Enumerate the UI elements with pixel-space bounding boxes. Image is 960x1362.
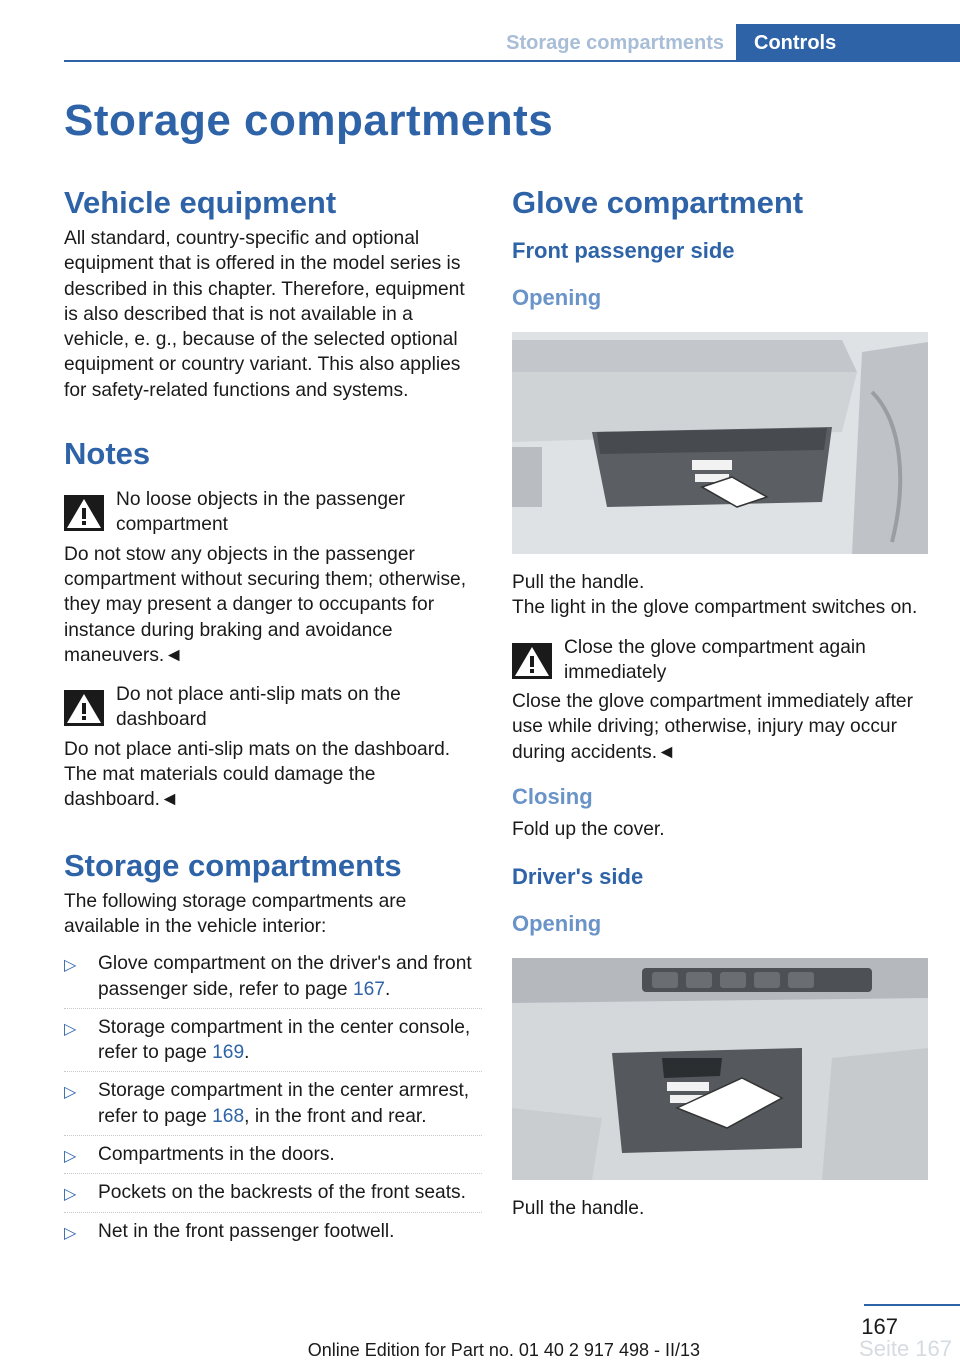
triangle-bullet-icon: ▷ [64,1084,77,1102]
glove-compartment-front-image [512,332,928,554]
vehicle-equipment-body: All standard, country-specific and optional equipment that is offered in the model series is described in this chapter. Therefore, equipment is also described that is not available in a vehicle, e. g., because of the selected optional equipment or country variant. This also applies for safety-related functions and systems. [64,228,465,401]
triangle-bullet-icon: ▷ [64,1020,77,1038]
list-item-tail: , in the front and rear. [244,1105,427,1127]
warning-loose-objects [64,487,482,538]
heading-glove-compartment: Glove compartment [512,185,804,220]
list-item [64,1071,482,1129]
warning-title: Close the glove compartment again immediately [564,636,866,683]
list-item-text: Pockets on the backrests of the front seats. [98,1182,466,1204]
header-chapter-tab[interactable]: Controls [736,24,960,62]
warning-body: Do not stow any objects in the passenger compartment without securing them; otherwise, they may present a danger to occupants for instance during braking and avoidance maneuvers.◄ [64,543,467,666]
warning-triangle-icon [512,643,552,679]
subheading-front-passenger: Front passenger side [512,238,735,263]
subheading-opening: Opening [512,285,602,310]
list-item-text: Storage compartment in the center console, refer to page [98,1016,471,1064]
list-item-tail: . [384,978,391,1000]
warning-title: Do not place anti-slip mats on the dashboard [116,684,401,731]
page-link[interactable]: 167 [352,978,385,1000]
page-title: Storage compartments [64,96,554,145]
warning-triangle-icon [64,690,104,726]
warning-close-glove-compartment [512,635,932,686]
warning-body: Close the glove compartment immediately after use while driving; otherwise, injury may occur during accidents.◄ [512,691,913,763]
warning-title: No loose objects in the passenger compartment [116,489,406,536]
triangle-bullet-icon: ▷ [64,957,77,975]
caption-light-on: The light in the glove compartment switches on. [512,597,918,619]
heading-storage-compartments: Storage compartments [64,847,402,883]
page-number: 167 [861,1314,898,1339]
triangle-bullet-icon: ▷ [64,1148,77,1166]
watermark: Seite 167 [859,1336,952,1361]
warning-anti-slip-mats [64,682,482,733]
list-item-text: Compartments in the doors. [98,1144,335,1166]
page-link[interactable]: 169 [212,1042,245,1064]
right-column [512,180,932,1222]
subheading-closing: Closing [512,784,593,810]
list-item-text: Storage compartment in the center armrest, refer to page [98,1080,470,1127]
list-item [64,945,482,1002]
triangle-bullet-icon: ▷ [64,1186,77,1204]
closing-body: Fold up the cover. [512,819,665,841]
list-item [64,1008,482,1066]
list-item-tail: . [244,1042,250,1064]
caption-pull-handle-driver: Pull the handle. [512,1198,645,1220]
list-item-text: Glove compartment on the driver's and front passenger side, refer to page [98,953,472,1000]
left-column [64,180,482,1244]
list-item [64,1212,482,1244]
triangle-bullet-icon: ▷ [64,1224,77,1242]
header-section-title: Storage compartments [506,32,724,54]
storage-list [64,945,482,1244]
footer-rule [864,1304,960,1306]
subheading-drivers-side: Driver's side [512,864,644,890]
list-item [64,1135,482,1167]
list-item [64,1173,482,1205]
list-item-text: Net in the front passenger footwell. [98,1220,395,1242]
subheading-opening: Opening [512,911,602,937]
page-link[interactable]: 168 [212,1105,245,1127]
storage-intro: The following storage compartments are available in the vehicle interior: [64,890,407,937]
heading-notes: Notes [64,436,151,472]
caption-pull-handle: Pull the handle. [512,572,645,593]
glove-compartment-driver-image [512,958,928,1180]
warning-body: Do not place anti-slip mats on the dashboard. The mat materials could damage the dashboard.◄ [64,738,451,811]
warning-triangle-icon [64,495,104,531]
header-rule [64,60,960,62]
heading-vehicle-equipment: Vehicle equipment [64,185,337,220]
edition-footer: Online Edition for Part no. 01 40 2 917 498 - II/13 [307,1340,700,1360]
